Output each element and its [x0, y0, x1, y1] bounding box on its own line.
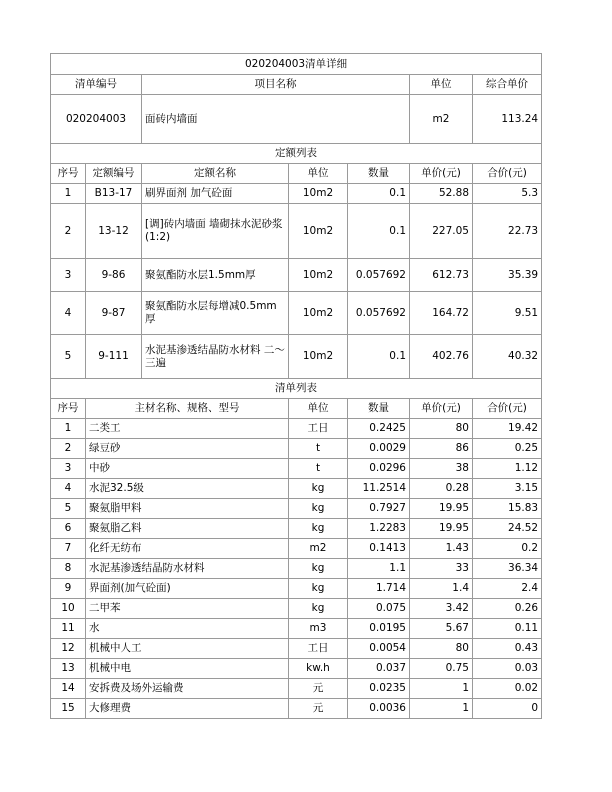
- material-row: [51, 599, 542, 619]
- material-unit: kg: [289, 479, 348, 499]
- quota-total: 35.39: [473, 259, 542, 292]
- material-unit: 元: [289, 699, 348, 719]
- material-row: [51, 439, 542, 459]
- material-price: 1.43: [410, 539, 473, 559]
- material-no: 10: [51, 599, 86, 619]
- material-no: 1: [51, 419, 86, 439]
- materials-col-header: 序号: [51, 399, 86, 419]
- material-price: 0.28: [410, 479, 473, 499]
- quota-code: 9-87: [86, 292, 142, 335]
- quota-name: 水泥基渗透结晶防水材料 二～三遍: [142, 335, 289, 379]
- material-name: 聚氨脂甲料: [86, 499, 289, 519]
- material-no: 12: [51, 639, 86, 659]
- material-no: 6: [51, 519, 86, 539]
- material-total: 0.2: [473, 539, 542, 559]
- material-price: 80: [410, 639, 473, 659]
- material-qty: 0.0195: [348, 619, 410, 639]
- item-unit: m2: [410, 95, 473, 144]
- material-no: 9: [51, 579, 86, 599]
- quota-total: 40.32: [473, 335, 542, 379]
- material-row: [51, 459, 542, 479]
- material-no: 14: [51, 679, 86, 699]
- header-code: 清单编号: [51, 75, 142, 95]
- quota-col-header: 序号: [51, 164, 86, 184]
- material-row: [51, 579, 542, 599]
- quota-qty: 0.057692: [348, 259, 410, 292]
- quota-unit: 10m2: [289, 335, 348, 379]
- materials-col-header: 主材名称、规格、型号: [86, 399, 289, 419]
- material-unit: kw.h: [289, 659, 348, 679]
- quota-col-header: 定额名称: [142, 164, 289, 184]
- materials-col-header: 数量: [348, 399, 410, 419]
- quota-price: 612.73: [410, 259, 473, 292]
- quota-code: B13-17: [86, 184, 142, 204]
- material-price: 19.95: [410, 499, 473, 519]
- material-price: 3.42: [410, 599, 473, 619]
- material-name: 水泥32.5级: [86, 479, 289, 499]
- material-qty: 0.2425: [348, 419, 410, 439]
- material-price: 80: [410, 419, 473, 439]
- quota-unit: 10m2: [289, 259, 348, 292]
- quota-col-header: 数量: [348, 164, 410, 184]
- quota-name: 刷界面剂 加气砼面: [142, 184, 289, 204]
- material-qty: 0.0036: [348, 699, 410, 719]
- material-name: 机械中人工: [86, 639, 289, 659]
- material-total: 0.03: [473, 659, 542, 679]
- material-no: 3: [51, 459, 86, 479]
- quota-row: [51, 292, 542, 335]
- material-row: [51, 559, 542, 579]
- material-name: 绿豆砂: [86, 439, 289, 459]
- quota-total: 22.73: [473, 204, 542, 259]
- material-qty: 11.2514: [348, 479, 410, 499]
- material-name: 二类工: [86, 419, 289, 439]
- material-name: 水: [86, 619, 289, 639]
- material-row: [51, 499, 542, 519]
- material-row: [51, 479, 542, 499]
- quota-row: [51, 259, 542, 292]
- material-total: 0.11: [473, 619, 542, 639]
- material-total: 24.52: [473, 519, 542, 539]
- quota-total: 5.3: [473, 184, 542, 204]
- quota-no: 2: [51, 204, 86, 259]
- material-unit: m2: [289, 539, 348, 559]
- material-no: 11: [51, 619, 86, 639]
- quota-no: 3: [51, 259, 86, 292]
- material-no: 8: [51, 559, 86, 579]
- quota-unit: 10m2: [289, 204, 348, 259]
- material-price: 1: [410, 699, 473, 719]
- material-total: 2.4: [473, 579, 542, 599]
- material-name: 机械中电: [86, 659, 289, 679]
- quota-col-header: 定额编号: [86, 164, 142, 184]
- material-total: 0.26: [473, 599, 542, 619]
- material-no: 15: [51, 699, 86, 719]
- material-row: [51, 519, 542, 539]
- material-unit: 元: [289, 679, 348, 699]
- material-row: [51, 639, 542, 659]
- material-unit: t: [289, 459, 348, 479]
- material-price: 1: [410, 679, 473, 699]
- material-unit: kg: [289, 579, 348, 599]
- quota-no: 1: [51, 184, 86, 204]
- quota-code: 9-111: [86, 335, 142, 379]
- material-row: [51, 539, 542, 559]
- material-price: 86: [410, 439, 473, 459]
- material-qty: 1.714: [348, 579, 410, 599]
- material-price: 0.75: [410, 659, 473, 679]
- quota-col-header: 单价(元): [410, 164, 473, 184]
- material-unit: kg: [289, 599, 348, 619]
- material-name: 界面剂(加气砼面): [86, 579, 289, 599]
- material-no: 13: [51, 659, 86, 679]
- material-name: 聚氨脂乙料: [86, 519, 289, 539]
- material-qty: 0.7927: [348, 499, 410, 519]
- quota-unit: 10m2: [289, 184, 348, 204]
- quota-no: 5: [51, 335, 86, 379]
- quota-price: 227.05: [410, 204, 473, 259]
- quota-code: 9-86: [86, 259, 142, 292]
- quota-row: [51, 184, 542, 204]
- material-total: 3.15: [473, 479, 542, 499]
- material-price: 38: [410, 459, 473, 479]
- material-total: 1.12: [473, 459, 542, 479]
- material-price: 5.67: [410, 619, 473, 639]
- quota-price: 402.76: [410, 335, 473, 379]
- materials-col-header: 单价(元): [410, 399, 473, 419]
- quota-row: [51, 204, 542, 259]
- material-total: 0.43: [473, 639, 542, 659]
- quota-total: 9.51: [473, 292, 542, 335]
- material-qty: 1.1: [348, 559, 410, 579]
- material-unit: kg: [289, 559, 348, 579]
- material-qty: 0.0054: [348, 639, 410, 659]
- material-price: 33: [410, 559, 473, 579]
- detail-table: [50, 53, 542, 719]
- material-unit: 工日: [289, 419, 348, 439]
- materials-section-title: 清单列表: [51, 379, 542, 399]
- material-name: 化纤无纺布: [86, 539, 289, 559]
- quota-col-header: 单位: [289, 164, 348, 184]
- quota-price: 52.88: [410, 184, 473, 204]
- material-row: [51, 699, 542, 719]
- item-price: 113.24: [473, 95, 542, 144]
- material-unit: kg: [289, 499, 348, 519]
- material-no: 5: [51, 499, 86, 519]
- material-total: 0.25: [473, 439, 542, 459]
- material-total: 0: [473, 699, 542, 719]
- material-no: 2: [51, 439, 86, 459]
- material-name: 水泥基渗透结晶防水材料: [86, 559, 289, 579]
- material-name: 二甲苯: [86, 599, 289, 619]
- material-row: [51, 679, 542, 699]
- sheet-title: 020204003清单详细: [51, 54, 542, 75]
- material-qty: 0.037: [348, 659, 410, 679]
- material-name: 安拆费及场外运输费: [86, 679, 289, 699]
- quota-row: [51, 335, 542, 379]
- materials-col-header: 单位: [289, 399, 348, 419]
- quota-qty: 0.1: [348, 184, 410, 204]
- material-unit: 工日: [289, 639, 348, 659]
- material-name: 大修理费: [86, 699, 289, 719]
- quota-name: 聚氨酯防水层1.5mm厚: [142, 259, 289, 292]
- material-row: [51, 419, 542, 439]
- header-name: 项目名称: [142, 75, 410, 95]
- quota-qty: 0.1: [348, 204, 410, 259]
- material-qty: 0.0029: [348, 439, 410, 459]
- quota-qty: 0.1: [348, 335, 410, 379]
- quota-section-title: 定额列表: [51, 144, 542, 164]
- material-unit: m3: [289, 619, 348, 639]
- material-unit: kg: [289, 519, 348, 539]
- quota-name: 聚氨酯防水层每增减0.5mm厚: [142, 292, 289, 335]
- material-total: 15.83: [473, 499, 542, 519]
- material-qty: 0.0296: [348, 459, 410, 479]
- quota-name: [调]砖内墙面 墙砌抹水泥砂浆(1:2): [142, 204, 289, 259]
- material-total: 36.34: [473, 559, 542, 579]
- item-code: 020204003: [51, 95, 142, 144]
- material-total: 0.02: [473, 679, 542, 699]
- material-qty: 0.075: [348, 599, 410, 619]
- material-total: 19.42: [473, 419, 542, 439]
- material-no: 7: [51, 539, 86, 559]
- material-qty: 1.2283: [348, 519, 410, 539]
- quota-code: 13-12: [86, 204, 142, 259]
- material-price: 19.95: [410, 519, 473, 539]
- materials-col-header: 合价(元): [473, 399, 542, 419]
- material-no: 4: [51, 479, 86, 499]
- quota-col-header: 合价(元): [473, 164, 542, 184]
- material-qty: 0.0235: [348, 679, 410, 699]
- item-name: 面砖内墙面: [142, 95, 410, 144]
- material-price: 1.4: [410, 579, 473, 599]
- material-name: 中砂: [86, 459, 289, 479]
- quota-no: 4: [51, 292, 86, 335]
- header-unit: 单位: [410, 75, 473, 95]
- material-row: [51, 619, 542, 639]
- material-qty: 0.1413: [348, 539, 410, 559]
- header-price: 综合单价: [473, 75, 542, 95]
- material-row: [51, 659, 542, 679]
- quota-price: 164.72: [410, 292, 473, 335]
- quota-qty: 0.057692: [348, 292, 410, 335]
- quota-unit: 10m2: [289, 292, 348, 335]
- material-unit: t: [289, 439, 348, 459]
